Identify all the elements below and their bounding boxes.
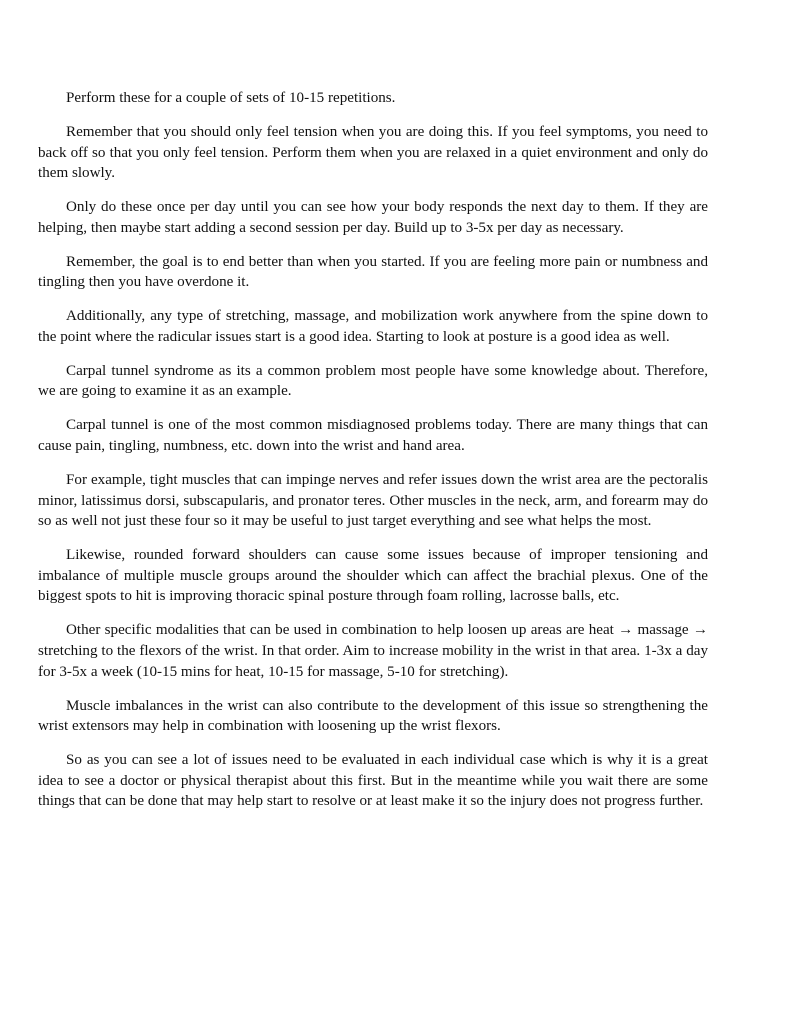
paragraph-misdiagnosed: Carpal tunnel is one of the most common misdiagnosed problems today. There are many things that can cause pain, tingling, numbness, etc. down into the wrist and hand area. — [38, 417, 708, 455]
paragraph-rounded-shoulders: Likewise, rounded forward shoulders can cause some issues because of improper tensioning and imbalance of multiple muscle groups around the shoulder which can affect the brachial plexus. One of the biggest spots to hit is improving thoracic spinal posture through foam rolling, lacrosse balls, etc. — [38, 547, 708, 605]
paragraph-tension-warning: Remember that you should only feel tension when you are doing this. If you feel symptoms, you need to back off so that you only feel tension. Perform them when you are relaxed in a quiet environment and only do them slowly. — [38, 123, 708, 182]
paragraph-goal: Remember, the goal is to end better than when you started. If you are feeling more pain or numbness and tingling then you have overdone it. — [38, 253, 708, 291]
paragraph-tight-muscles: For example, tight muscles that can impinge nerves and refer issues down the wrist area are the pectoralis minor, latissimus dorsi, subscapularis, and pronator teres. Other muscles in the neck, arm, and forearm may do so as well not just these four so it may be useful to just target everything and see what helps the most. — [38, 472, 708, 530]
paragraph-modalities: Other specific modalities that can be used in combination to help loosen up areas are heat → massage → stretching to the flexors of the wrist. In that order. Aim to increase mobility in the wrist in that area. 1-3x a day for 3-5x a week (10-15 mins for heat, 10-15 for massage, 5-10 for stretching). — [38, 622, 708, 680]
paragraph-sets-repetitions: Perform these for a couple of sets of 10-15 repetitions. — [66, 90, 396, 106]
paragraph-additional-work: Additionally, any type of stretching, massage, and mobilization work anywhere from the spine down to the point where the radicular issues start is a good idea. Starting to look at posture is a good idea as well. — [38, 308, 708, 345]
paragraph-frequency: Only do these once per day until you can see how your body responds the next day to them. If they are helping, then maybe start adding a second session per day. Build up to 3-5x per day as necessary. — [38, 199, 708, 236]
paragraph-conclusion: So as you can see a lot of issues need to be evaluated in each individual case which is why it is a great idea to see a doctor or physical therapist about this first. But in the meantime while you wait there are some things that can be done that may help start to resolve or at least make it so the injury does not progress further. — [38, 752, 708, 810]
paragraph-carpal-tunnel-intro: Carpal tunnel syndrome as its a common problem most people have some knowledge about. Therefore, we are going to examine it as an example. — [38, 362, 708, 400]
document-page — [38, 88, 708, 825]
paragraph-muscle-imbalances: Muscle imbalances in the wrist can also contribute to the development of this issue so strengthening the wrist extensors may help in combination with loosening up the wrist flexors. — [38, 697, 708, 735]
